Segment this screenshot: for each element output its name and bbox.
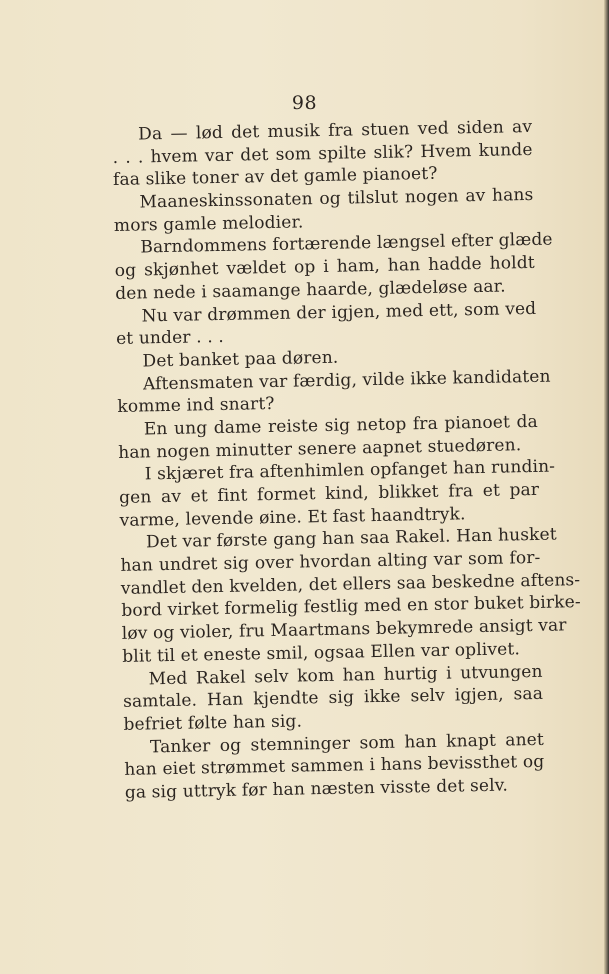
text-line: gen av et fint formet kind, blikket fra et par — [118, 479, 540, 508]
text-line: et under . . . — [115, 327, 225, 350]
text-line: En ung dame reiste sig netop fra pianoet da — [143, 411, 538, 440]
text-line: han eiet strømmet sammen i hans bevissthet og — [124, 752, 545, 781]
page-edge — [604, 0, 609, 974]
text-line: og skjønhet vældet op i ham, han hadde holdt — [114, 253, 535, 282]
text-line: Aftensmaten var færdig, vilde ikke kandidaten — [142, 366, 551, 395]
text-line: den nede i saamange haarde, glædeløse aar. — [115, 276, 506, 304]
text-line: Det var første gang han saa Rakel. Han husket — [145, 524, 557, 553]
text-line: . . . hvem var det som spilte slik? Hvem kunde — [112, 139, 533, 168]
text-line: Da — lød det musik fra stuen ved siden av — [138, 116, 533, 145]
text-line: Med Rakel selv kom han hurtig i utvungen — [148, 661, 543, 689]
text-line: samtale. Han kjendte sig ikke selv igjen, saa — [122, 684, 544, 713]
text-line: faa slike toner av det gamle pianoet? — [112, 164, 438, 191]
text-line: varme, levende øine. Et fast haandtryk. — [119, 503, 466, 531]
text-line: mors gamle melodier. — [113, 212, 304, 236]
text-line: befriet følte han sig. — [123, 711, 303, 735]
page-number: 98 — [291, 92, 318, 114]
text-line: Barndommens fortærende længsel efter glæde — [140, 230, 553, 258]
text-line: Nu var drømmen der igjen, med ett, som ved — [141, 298, 537, 326]
text-line: løv og violer, fru Maartmans bekymrede ansigt var — [121, 615, 567, 645]
text-line: Maaneskinssonaten og tilslut nogen av hans — [139, 184, 534, 213]
text-line: komme ind snart? — [117, 394, 275, 418]
text-line: han nogen minutter senere aapnet stuedøren. — [118, 434, 522, 463]
text-line: Det banket paa døren. — [142, 347, 339, 372]
text-line: Tanker og stemninger som han knapt anet — [149, 729, 545, 757]
page-body-text — [112, 116, 581, 805]
text-line: blit til et eneste smil, ogsaa Ellen var oplivet. — [122, 639, 521, 667]
text-line: vandlet den kvelden, det ellers saa beskedne aftens- — [120, 569, 581, 599]
text-line: I skjæret fra aftenhimlen opfanget han rundin- — [144, 456, 556, 485]
text-line: ga sig uttryk før han næsten visste det selv. — [124, 775, 509, 803]
text-line: bord virket formelig festlig med en stor buket birke- — [121, 592, 581, 622]
text-line: han undret sig over hvordan alting var som for- — [120, 547, 541, 576]
